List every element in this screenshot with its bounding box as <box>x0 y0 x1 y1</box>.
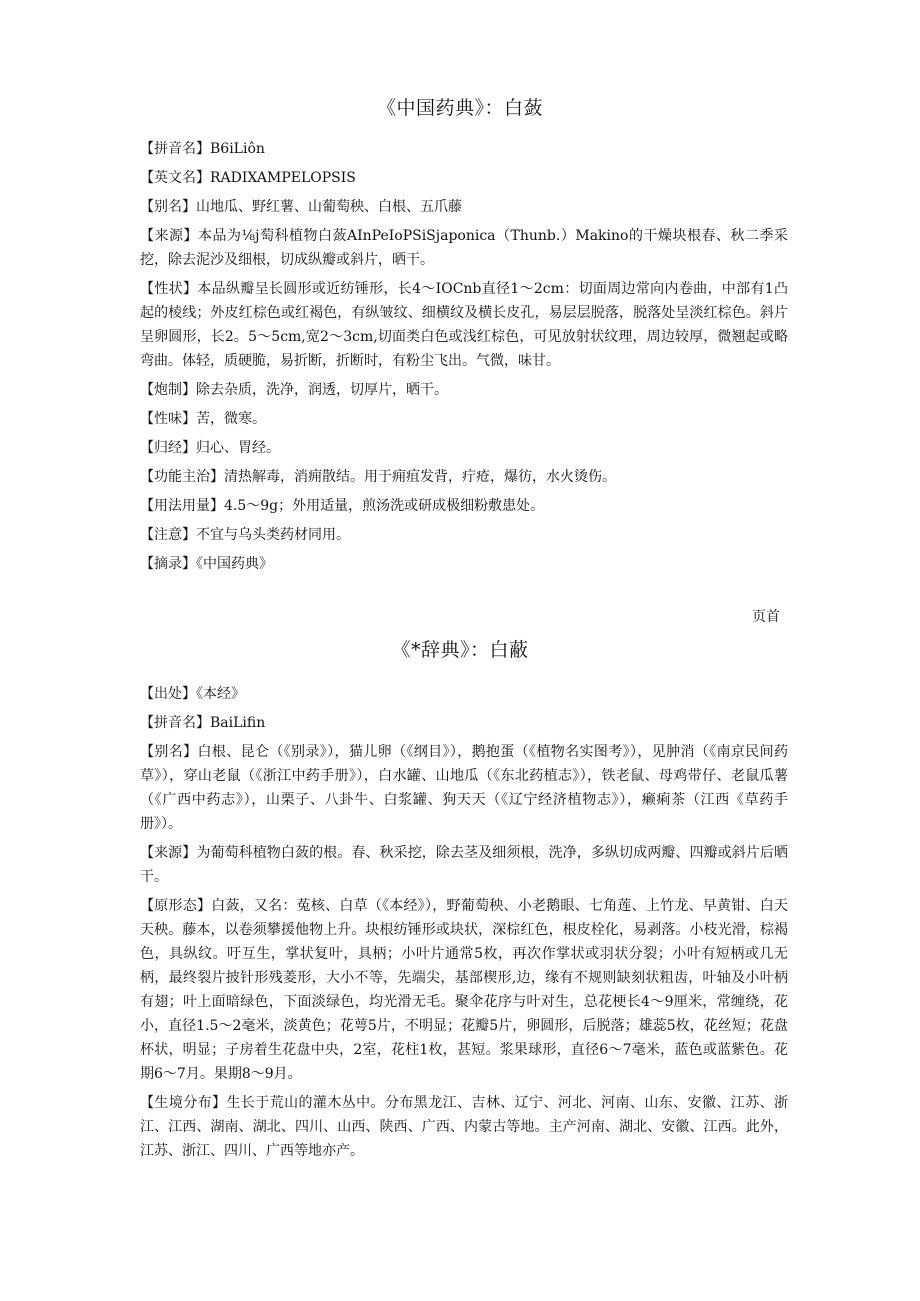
entry-text: 4.5～9g；外用适量，煎汤洗或研成极细粉敷患处。 <box>224 498 545 514</box>
entry-text: 归心、胃经。 <box>196 440 280 456</box>
entry-text: 本品纵瓣呈长圆形或近纺锤形，长4～IOCnb直径1～2cm：切面周边常向内卷曲，中部有1凸起的棱线；外皮红棕色或红褐色，有纵皱纹、细横纹及横长皮孔，易层层脱落，脱落处呈淡红棕色。斜片呈卵圆形，长2。5～5cm,宽2～3cm,切面类白色或浅红棕色，可见放射状纹理，周边较厚，微翘起或略弯曲。体轻，质硬脆，易折断，折断时，有粉尘飞出。气微，味甘。 <box>140 281 788 369</box>
doc2-entry-source <box>140 841 788 889</box>
doc1-entry-function <box>140 465 788 489</box>
entry-label: 【原形态】 <box>140 898 212 914</box>
entry-text: 《中国药典》 <box>196 556 273 572</box>
doc1-title: 《中国药典》：白蔹 <box>376 97 543 119</box>
doc1-entry-dosage <box>140 494 788 518</box>
entry-text: 清热解毒，消痈散结。用于痈疽发背，疔疮，爆彷，水火烫伤。 <box>224 469 616 485</box>
entry-text: 白根、昆仑（《别录》），猫儿卵（《纲目》），鹅抱蛋（《植物名实图考》），见肿消（《南京民间药草》），穿山老鼠（《浙江中药手册》），白水罐、山地瓜（《东北药植志》），铁老鼠、母鸡带仔、老鼠瓜薯（《广西中药志》），山栗子、八卦牛、白浆罐、狗天天（《辽宁经济植物志》），癞痢茶（江西《草药手册》）。 <box>140 744 789 832</box>
doc2-entry-pinyin <box>140 711 788 735</box>
entry-text: B6iLiôn <box>210 141 265 157</box>
doc1-entry-taste <box>140 407 788 431</box>
doc1-entry-source <box>140 224 788 272</box>
entry-label: 【性味】 <box>140 411 196 427</box>
entry-text: 苦，微寒。 <box>196 411 266 427</box>
entry-label: 【拼音名】 <box>140 141 210 157</box>
doc1-entry-meridian <box>140 436 788 460</box>
entry-label: 【别名】 <box>140 744 198 760</box>
entry-text: 本品为⅛j萄科植物白蔹AInPeIoPSiSjaponica（Thunb.）Makino的干燥块根春、秋二季采挖，除去泥沙及细根，切成纵瓣或斜片，晒干。 <box>140 228 789 268</box>
entry-label: 【摘录】 <box>140 556 196 572</box>
doc2-title: 《*辞典》：白蔽 <box>391 639 529 661</box>
entry-text: 为葡萄科植物白蔹的根。春、秋采挖，除去茎及细须根，洗净，多纵切成两瓣、四瓣或斜片后晒干。 <box>140 845 789 885</box>
doc1-entry-caution <box>140 523 788 547</box>
entry-label: 【来源】 <box>140 845 197 861</box>
page-top-link[interactable]: 页首 <box>752 609 780 625</box>
entry-label: 【注意】 <box>140 527 196 543</box>
doc2-entry-origin <box>140 682 788 706</box>
entry-label: 【归经】 <box>140 440 196 456</box>
doc2-entry-alias <box>140 740 788 836</box>
doc1-section <box>140 137 788 576</box>
doc2-entry-morphology <box>140 894 788 1086</box>
entry-label: 【拼音名】 <box>140 715 210 731</box>
doc1-entry-english <box>140 166 788 190</box>
doc1-entry-alias <box>140 195 788 219</box>
entry-label: 【性状】 <box>140 281 198 297</box>
entry-label: 【用法用量】 <box>140 498 224 514</box>
entry-text: 不宜与乌头类药材同用。 <box>196 527 350 543</box>
entry-label: 【生境分布】 <box>140 1095 227 1111</box>
doc1-entry-processing <box>140 378 788 402</box>
doc2-entry-habitat <box>140 1091 788 1163</box>
entry-text: 除去杂质，洗净，润透，切厚片，晒干。 <box>196 382 448 398</box>
entry-label: 【出处】 <box>140 686 196 702</box>
entry-label: 【炮制】 <box>140 382 196 398</box>
doc1-entry-pinyin <box>140 137 788 161</box>
entry-label: 【来源】 <box>140 228 199 244</box>
doc1-entry-excerpt <box>140 552 788 576</box>
entry-text: 生长于荒山的灌木丛中。分布黑龙江、吉林、辽宁、河北、河南、山东、安徽、江苏、浙江、江西、湖南、湖北、四川、山西、陕西、广西、内蒙古等地。主产河南、湖北、安徽、江西。此外，江苏、浙江、四川、广西等地亦产。 <box>140 1095 789 1159</box>
entry-text: RADIXAMPELOPSIS <box>210 170 356 186</box>
entry-label: 【功能主治】 <box>140 469 224 485</box>
entry-label: 【英文名】 <box>140 170 210 186</box>
doc2-section <box>140 682 788 1163</box>
doc1-entry-characteristics <box>140 277 788 373</box>
entry-text: BaiLifin <box>210 715 266 731</box>
entry-text: 《本经》 <box>196 686 245 702</box>
entry-label: 【别名】 <box>140 199 196 215</box>
entry-text: 白蔹，又名：菟核、白草（《本经》），野葡萄秧、小老鹅眼、七角莲、上竹龙、早黄钳、白天天秧。藤本，以卷须攀援他物上升。块根纺锤形或块状，深棕红色，根皮栓化，易剥落。小枝光滑，棕褐色，具纵纹。吁互生，掌状复叶，具柄；小叶片通常5枚，再次作掌状或羽状分裂；小叶有短柄或几无柄，最终裂片披针形残菱形，大小不等，先端尖，基部楔形,边，缘有不规则缺刻状粗齿，叶轴及小叶柄有翅；叶上面暗绿色，下面淡绿色，均光滑无毛。聚伞花序与叶对生，总花梗长4～9厘米，常缠绕，花小，直径1.5～2毫米，淡黄色；花萼5片，不明显；花瓣5片，卵圆形，后脱落；雄蕊5枚，花丝短；花盘杯状，明显；子房着生花盘中央，2室，花柱1枚，甚短。浆果球形，直径6～7毫米，蓝色或蓝紫色。花期6～7月。果期8～9月。 <box>140 898 789 1082</box>
entry-text: 山地瓜、野红薯、山葡萄秧、白根、五爪藤 <box>196 199 462 215</box>
